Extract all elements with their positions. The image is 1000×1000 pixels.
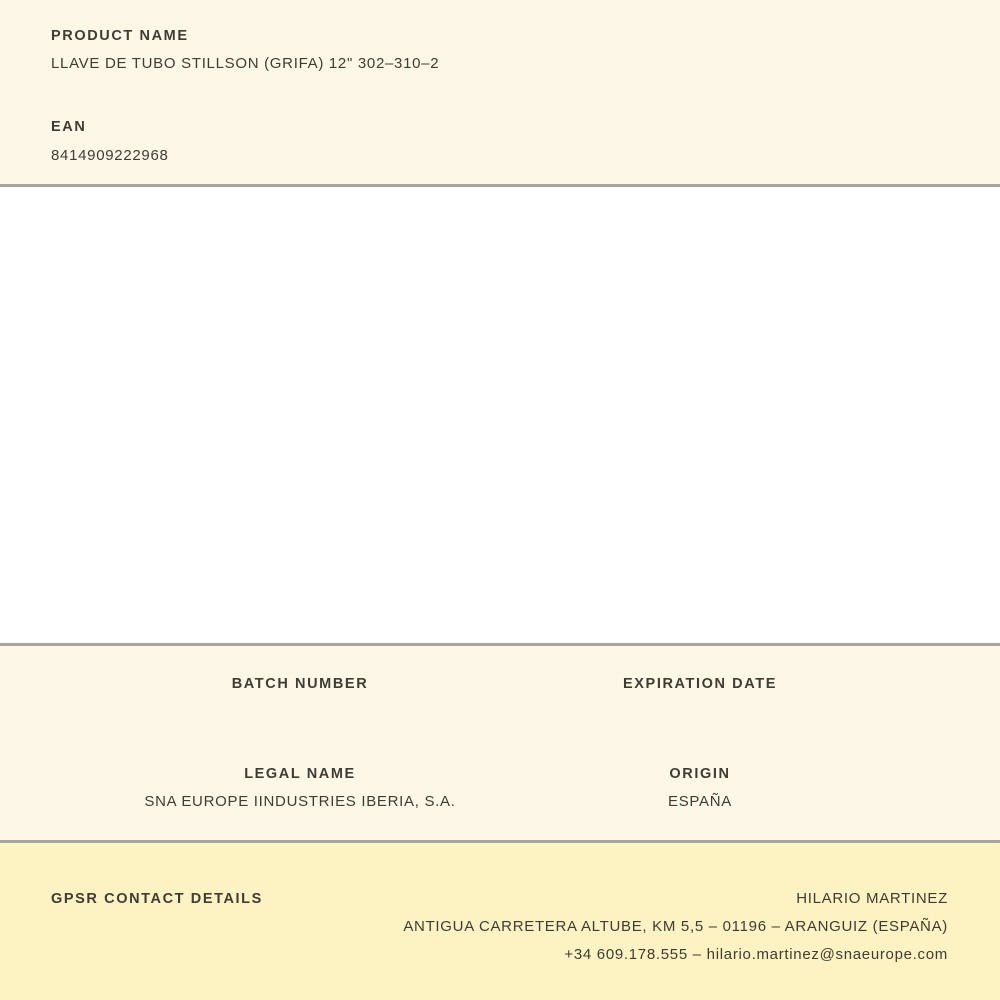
expiration-date-cell bbox=[500, 676, 900, 766]
legal-name-cell bbox=[100, 766, 500, 810]
legal-name-label: LEGAL NAME bbox=[244, 766, 356, 782]
batch-number-label: BATCH NUMBER bbox=[231, 676, 369, 692]
contact-address: ANTIGUA CARRETERA ALTUBE, KM 5,5 – 01196 – ARANGUIZ (ESPAÑA) bbox=[403, 918, 948, 935]
batch-number-cell bbox=[100, 676, 500, 766]
contact-person-name: HILARIO MARTINEZ bbox=[796, 890, 948, 907]
expiration-date-label: EXPIRATION DATE bbox=[623, 676, 777, 692]
gpsr-contact-section bbox=[0, 843, 1000, 1000]
origin-value: ESPAÑA bbox=[668, 793, 732, 810]
batch-expiration-row bbox=[100, 676, 900, 766]
details-section bbox=[0, 646, 1000, 840]
legal-name-value: SNA EUROPE IINDUSTRIES IBERIA, S.A. bbox=[144, 793, 456, 810]
origin-label: ORIGIN bbox=[669, 766, 731, 782]
gpsr-contact-info bbox=[263, 885, 948, 969]
legal-origin-row bbox=[100, 766, 900, 810]
product-header-section bbox=[0, 0, 1000, 184]
empty-content-area bbox=[0, 187, 1000, 643]
product-name-label: PRODUCT NAME bbox=[51, 28, 189, 44]
ean-value: 8414909222968 bbox=[51, 147, 169, 164]
ean-label: EAN bbox=[51, 119, 87, 135]
gpsr-contact-details-label: GPSR CONTACT DETAILS bbox=[51, 891, 263, 907]
origin-cell bbox=[500, 766, 900, 810]
contact-phone-email: +34 609.178.555 – hilario.martinez@snaeurope.com bbox=[564, 946, 948, 963]
product-name-value: LLAVE DE TUBO STILLSON (GRIFA) 12" 302–310–2 bbox=[51, 55, 440, 72]
